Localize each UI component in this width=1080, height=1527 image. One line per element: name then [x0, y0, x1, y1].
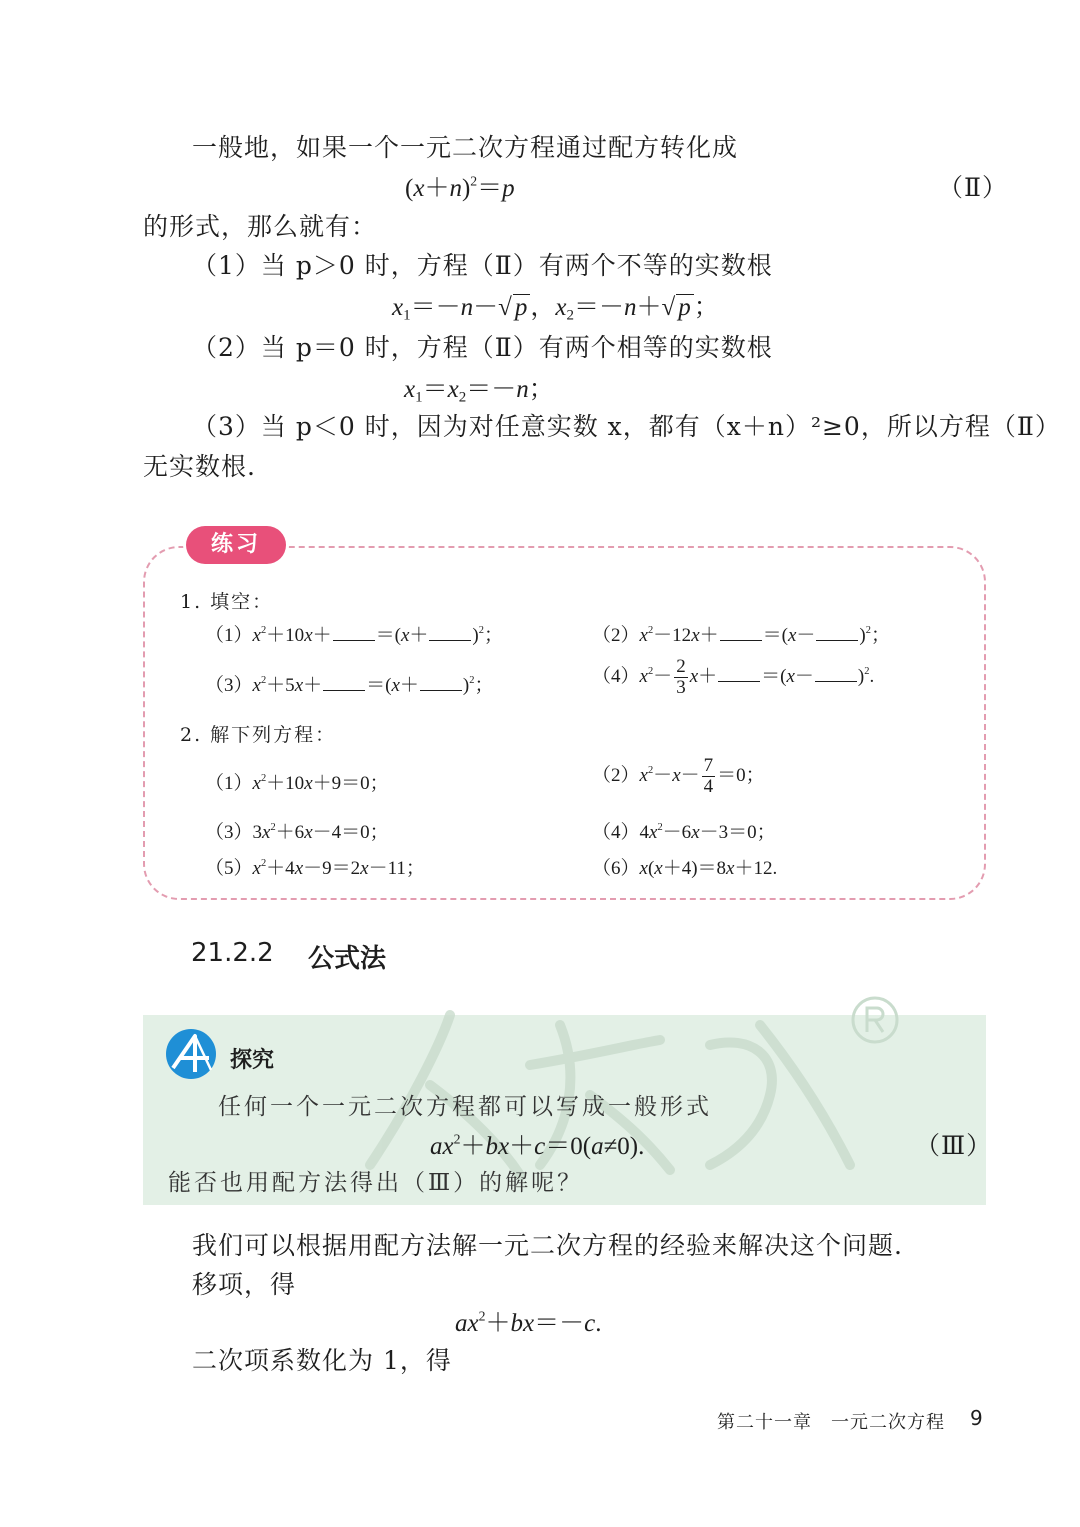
practice-q1-item-3: $(3)x^2+5x+ =(x+ )^2$； — [205, 675, 494, 696]
practice-q2-item-5: $(5)x^2+4x-9=2x-11$； — [205, 858, 425, 879]
practice-q1-item-2: $(2)x^2-12x+ =(x- )^2$； — [592, 625, 890, 646]
practice-tab: 练习 — [186, 526, 286, 564]
explore-line-2: 能否也用配方法得出（Ⅲ）的解呢？ — [168, 1170, 584, 1196]
explore-title: 探究 — [230, 1048, 275, 1073]
case-2-roots: $x_1=x_2=-n$； — [404, 376, 554, 406]
equation-ii-label: （Ⅱ） — [938, 173, 1008, 202]
section-number: 21.2.2 — [191, 938, 274, 968]
section-title: 公式法 — [308, 944, 387, 974]
case-1-roots: $x_1=-n-√$ p ，$x_2=-n+√$ p ； — [392, 294, 719, 324]
case-2-text: （2）当 p＝0 时，方程（Ⅱ）有两个相等的实数根 — [192, 333, 773, 362]
practice-q2-item-1: $(1)x^2+10x+9=0$； — [205, 773, 389, 794]
footer-chapter: 第二十一章 一元二次方程 — [717, 1412, 945, 1433]
practice-q1-item-4: $(4)x^2-$ $\frac{2}{3}$ $x+ =(x- )^2$. — [592, 656, 875, 698]
practice-q2-item-6: （6）x(x＋4)＝8x＋12. — [592, 858, 778, 879]
page-number: 9 — [970, 1406, 983, 1430]
moved-equation: $ax^2+bx=-c$. — [455, 1308, 602, 1337]
general-form-equation: $ax^2+bx+c=0(a\ne 0)$. — [430, 1131, 645, 1160]
practice-q2-item-2: $(2)x^2-x-$ $\frac{7}{4}$ ＝0； — [592, 755, 765, 797]
explore-icon — [165, 1028, 217, 1080]
body-line-3: 二次项系数化为 1，得 — [192, 1346, 452, 1375]
practice-q2-item-3: $(3)3x^2+6x-4=0$； — [205, 822, 389, 843]
practice-q1-heading: 1. 填空： — [180, 591, 274, 613]
practice-q1-item-1: $(1)x^2+10x+ =(x+ )^2$； — [205, 625, 503, 646]
equation-iii-label: （Ⅲ） — [915, 1131, 993, 1160]
intro-line-1: 一般地，如果一个一元二次方程通过配方转化成 — [192, 133, 739, 162]
practice-q2-heading: 2. 解下列方程： — [180, 724, 337, 746]
intro-line-2: 的形式，那么就有： — [143, 212, 378, 241]
body-line-2: 移项，得 — [192, 1270, 297, 1299]
body-line-1: 我们可以根据用配方法解一元二次方程的经验来解决这个问题. — [192, 1231, 903, 1260]
case-1-text: （1）当 p＞0 时，方程（Ⅱ）有两个不等的实数根 — [192, 251, 773, 280]
case-3-line-1: （3）当 p＜0 时，因为对任意实数 x，都有（x＋n）²≥0，所以方程（Ⅱ） — [192, 412, 1061, 441]
case-3-line-2: 无实数根. — [143, 452, 256, 481]
explore-line-1: 任何一个一元二次方程都可以写成一般形式 — [218, 1094, 712, 1120]
practice-q2-item-4: $(4)4x^2-6x-3=0$； — [592, 822, 776, 843]
equation-ii: $(x+n)^2=p$ — [405, 173, 515, 202]
